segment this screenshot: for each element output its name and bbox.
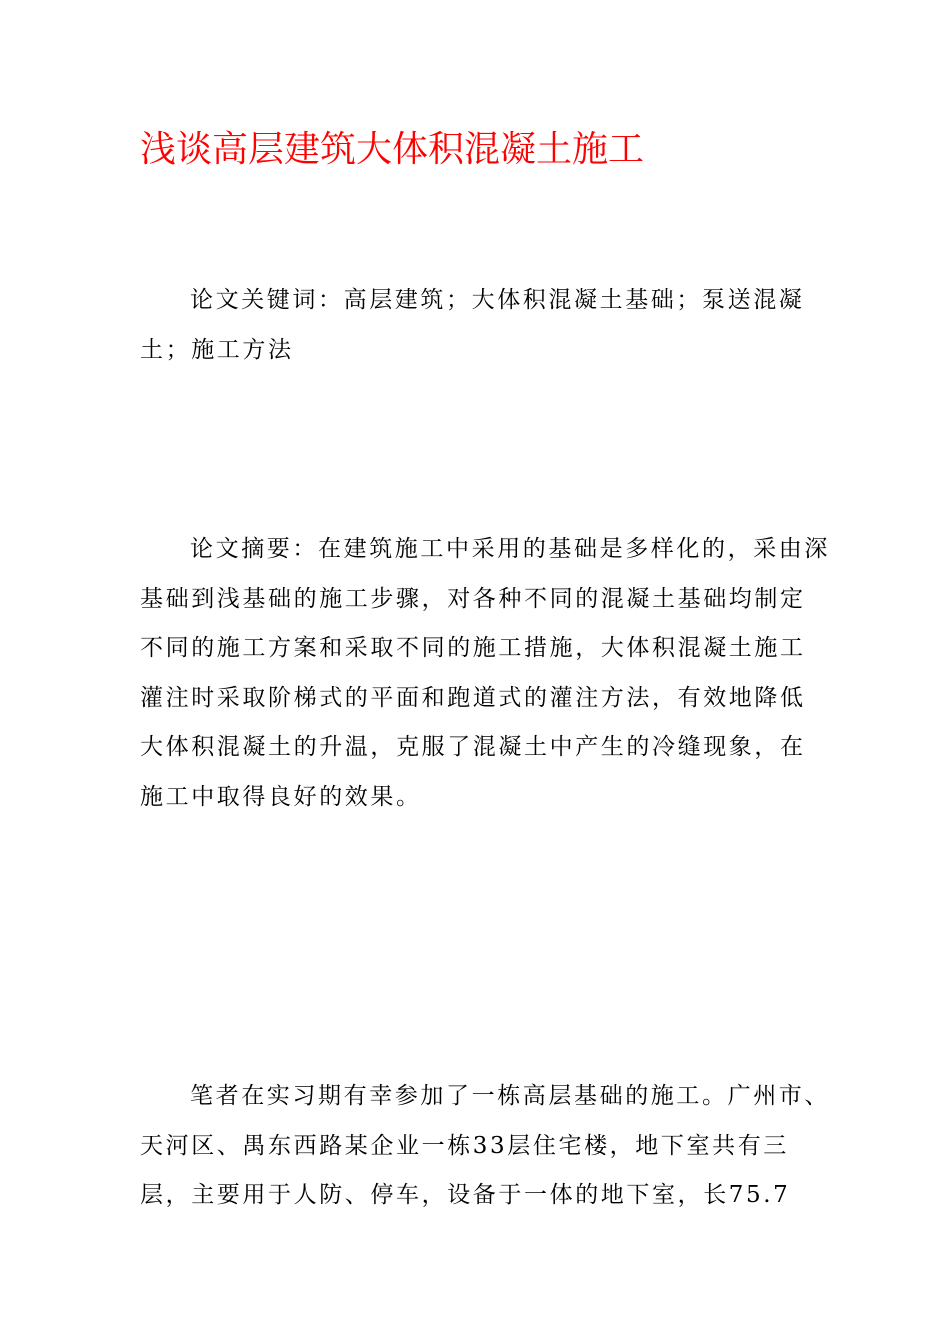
body-paragraph: 笔者在实习期有幸参加了一栋高层基础的施工。广州市、天河区、禺东西路某企业一栋33层住宅楼，地下室共有三层，主要用于人防、停车，设备于一体的地下室，长75.7 bbox=[140, 1083, 830, 1208]
keywords-paragraph: 论文关键词：高层建筑；大体积混凝土基础；泵送混凝土；施工方法 bbox=[140, 287, 805, 363]
document-title: 浅谈高层建筑大体积混凝土施工 bbox=[140, 129, 645, 170]
abstract-paragraph: 论文摘要：在建筑施工中采用的基础是多样化的，采由深基础到浅基础的施工步骤，对各种不同的混凝土基础均制定不同的施工方案和采取不同的施工措施，大体积混凝土施工灌注时采取阶梯式的平面和跑道式的灌注方法，有效地降低大体积混凝土的升温，克服了混凝土中产生的冷缝现象，在施工中取得良好的效果。 bbox=[140, 536, 830, 810]
